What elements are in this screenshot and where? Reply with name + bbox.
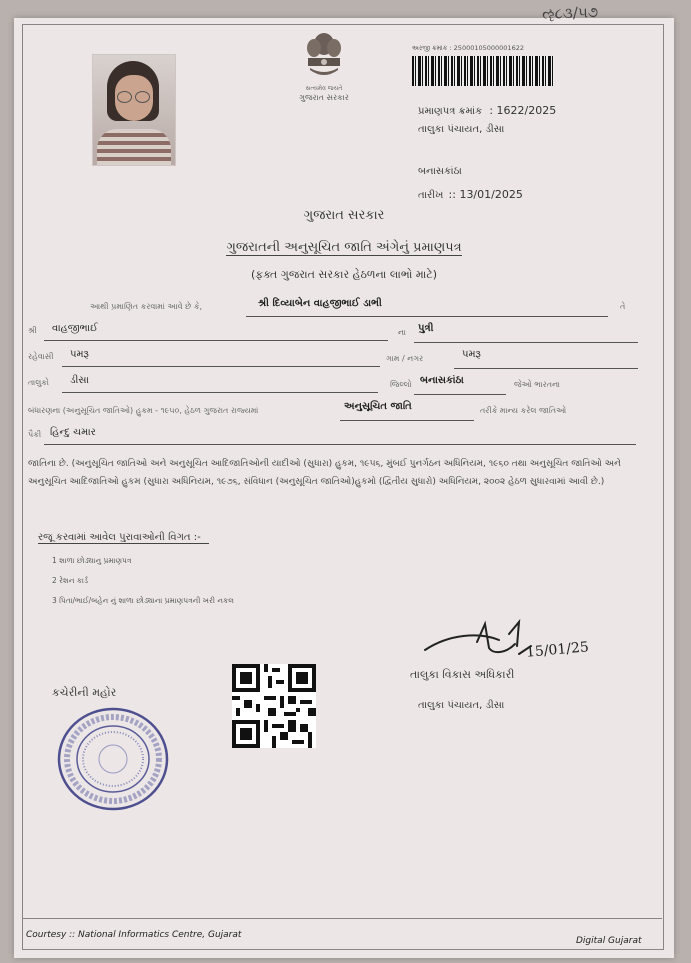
handwritten-note: ૡ૮૩/૫૭ [541,3,599,23]
footer-divider [22,918,662,919]
issuer-office: તાલુકા પંચાયત, ડીસા [418,124,505,135]
footer-brand: Digital Gujarat [576,936,642,946]
relation: પુત્રી [418,323,434,334]
applicant-photo [92,54,176,166]
document-item: 1 શાળા છોડ્યાનુ પ્રમાણપત્ર [52,556,132,565]
taluka-label: તાલુકો [28,378,49,387]
caste-value: હિન્દુ ચમાર [50,427,96,438]
title-certificate: ગુજરાતની અનુસૂચિત જાતિ અંગેનું પ્રમાણપત્ર [226,240,462,255]
district-header: બનાસકાંઠા [418,166,462,177]
barcode-number: અરજી ક્રમાંક : 25000105000001622 [412,44,524,52]
barcode-block [412,44,572,86]
lion-capital-icon [302,30,346,84]
office-seal-label: કચેરીની મહોર [52,686,117,699]
resident-value: પમરૂ [70,349,89,360]
state-emblem [284,30,364,103]
na-label: ના [398,328,406,337]
barcode [412,56,554,86]
order-label: બંધારણના (અનુસૂચિત જાતિઓ) હુકમ - ૧૯૫૦, હેઠળ ગુજરાત રાજ્યમાં [28,406,259,415]
title-note: (ફક્ત ગુજરાત સરકાર હેઠળના લાભો માટે) [250,268,438,281]
resident-label: રહેવાસી [28,352,54,361]
village-value: પમરૂ [462,349,481,360]
certificate-page [14,3,674,958]
officer-title: તાલુકા વિકાસ અધિકારી [410,668,515,681]
jeo-label: જેઓ ભારતના [514,380,561,389]
officer-office: તાલુકા પંચાયત, ડીસા [418,700,505,711]
footer-courtesy: Courtesy :: National Informatics Centre, Gujarat [26,930,242,940]
emblem-title: ગુજરાત સરકાર [299,93,349,102]
emblem-motto: સત્યમેવ જયતે [305,85,343,92]
document-item: 3 પિતા/ભાઈ/બહેન નું શાળા છોડ્યાના પ્રમાણપત્રની ખરી નકલ [52,596,234,605]
recognized-label: તરીકે માન્ય કરેલ જાતિઓ [480,406,567,415]
documents-title: રજૂ કરવામાં આવેલ પુરાવાઓની વિગત :- [38,532,209,544]
father-name: વાહજીભાઈ [52,323,98,334]
category-value: અનુસૂચિત જાતિ [344,401,412,412]
district-label: જિલ્લો [390,380,412,389]
intro-label: આથી પ્રમાણિત કરવામાં આવે છે કે, [90,302,203,311]
village-label: ગામ / નગર [386,354,424,363]
paiki-label: પૈકી [28,430,42,439]
te-label: તે [620,302,626,311]
district-value: બનાસકાંઠા [420,375,464,386]
qr-code [232,664,316,748]
applicant-name: શ્રી દિવ્યાબેન વાહજીભાઈ ડાભી [258,298,382,309]
signature-date: 15/01/25 [525,639,590,661]
document-item: 2 રેશન કાર્ડ [52,576,89,585]
certificate-number: પ્રમાણપત્ર ક્રમાંક : 1622/2025 [418,104,557,117]
legal-paragraph: જાતિના છે. (અનુસૂચિત જાતિઓ અને અનુસૂચિત આદિજાતિઓની યાદીઓ (સુધારા) હુકમ, ૧૯૫૬, મુંબઈ પુનર્ગઠન અધિનિયમ, ૧૯૬૦ તથા અનુસૂચિત જાતિઓ અને અનુસૂચિત આદિજાતિઓ હુકમ (સુધારા અધિનિયમ, ૧૯૭૬, સંવિધાન (અનુસૂચિત જાતિઓ)હુકમો (દ્વિતીય સુધારો) અધિનિયમ, ૨૦૦૨ હેઠળ સુધારવામાં આવી છે.) [28,459,621,487]
title-government: ગુજરાત સરકાર [303,208,385,223]
taluka-value: ડીસા [70,375,89,386]
shri-label: શ્રી [28,326,37,335]
issue-date: તારીખ :: 13/01/2025 [418,188,523,201]
office-seal-icon [56,706,170,812]
